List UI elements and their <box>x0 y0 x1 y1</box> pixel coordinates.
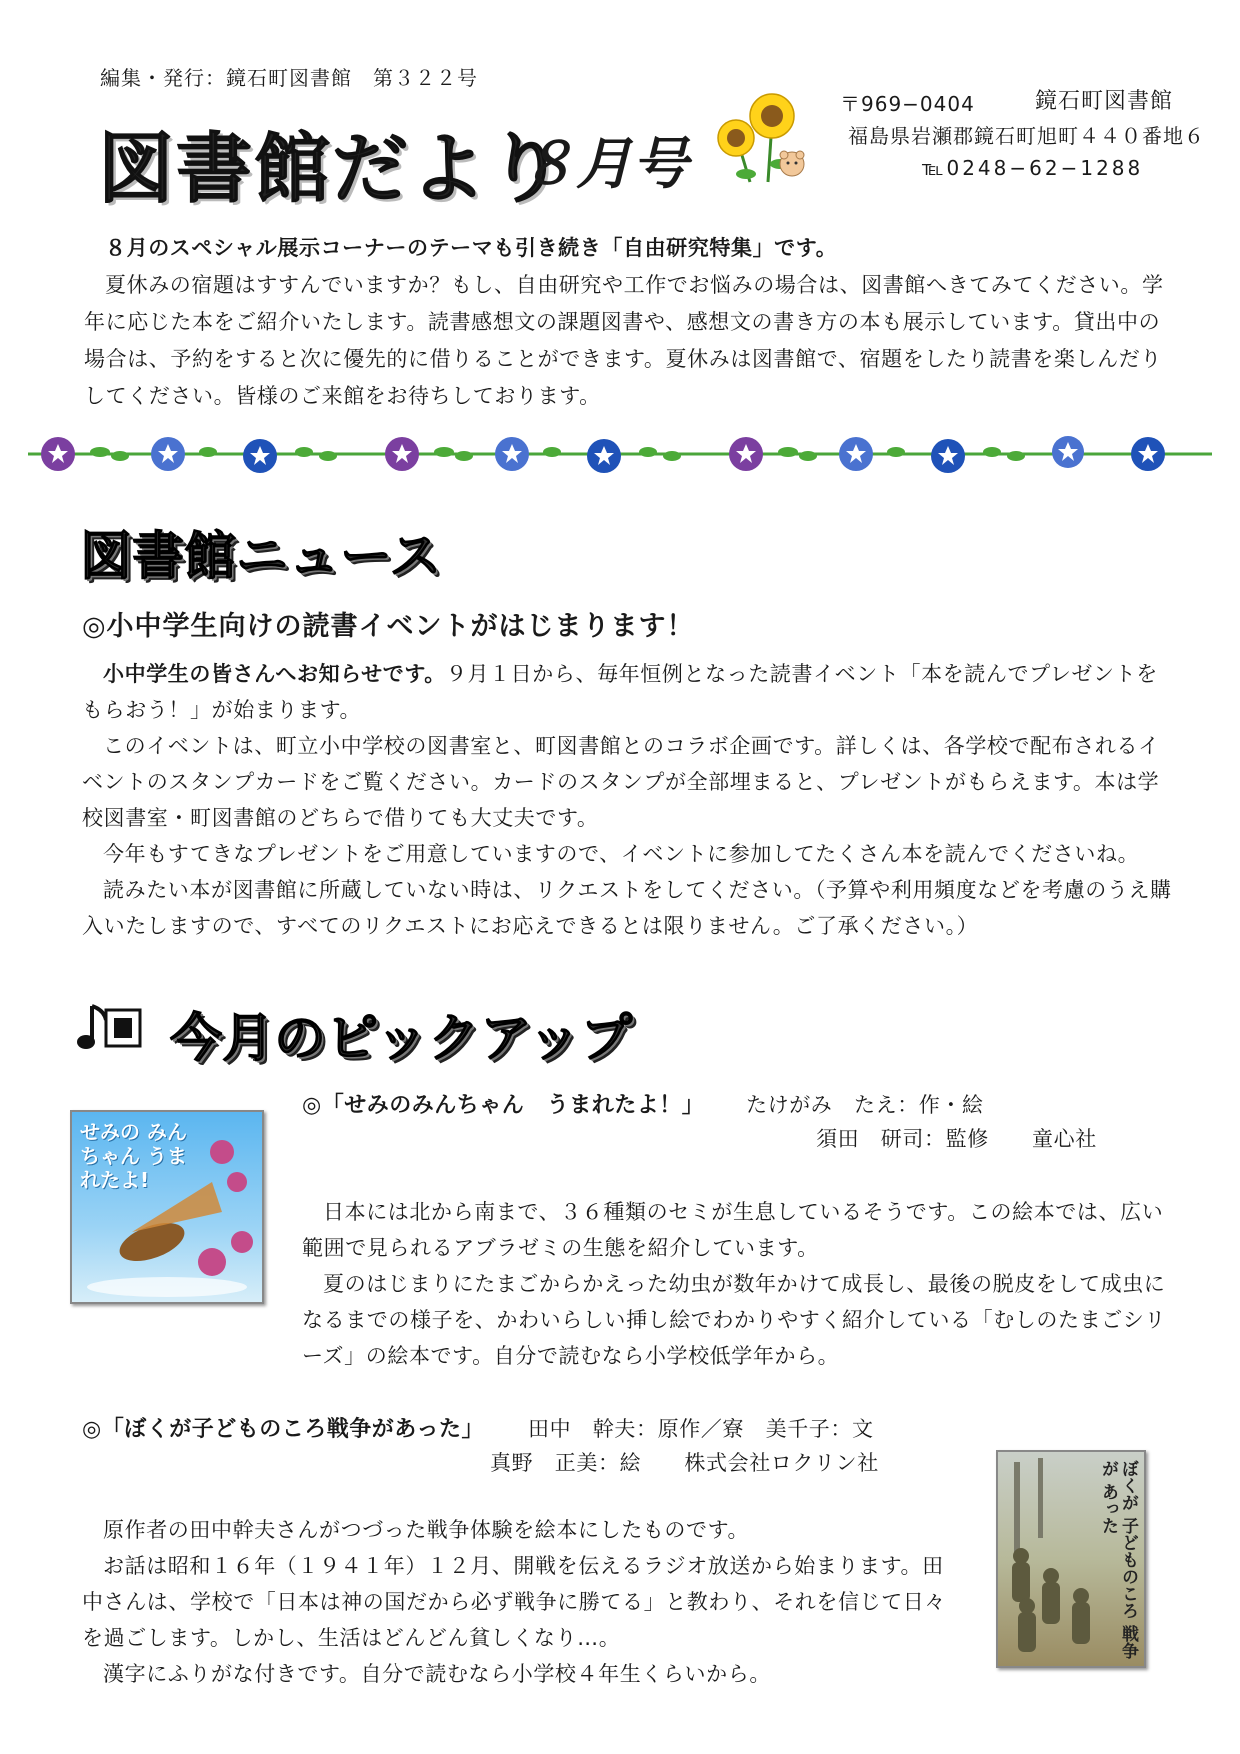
news-headline: ◎小中学生向けの読書イベントがはじまります！ <box>82 611 695 642</box>
publisher-line: 編集・発行：鏡石町図書館 第３２２号 <box>100 66 478 90</box>
library-name: 鏡石町図書館 <box>1035 89 1174 114</box>
book2-paragraph-3: 漢字にふりがな付きです。自分で読むなら小学校４年生くらいから。 <box>103 1662 771 1686</box>
news-paragraph-4: 読みたい本が図書館に所蔵していない時は、リクエストをしてください。（予算や利用頻度などを考慮のうえ購入いたしますので、すべてのリクエストにお応えできるとは限りません。ご了承ください。） <box>82 878 1172 938</box>
news-paragraph-1: ９月１日から、毎年恒例となった読書イベント「本を読んでプレゼントをもらおう！」が始まります。 <box>82 662 1158 722</box>
book1-cover-title: せみの みんちゃん うまれたよ! <box>80 1120 187 1192</box>
music-book-icon <box>76 996 146 1056</box>
pickup-section-title: 今月のピックアップ <box>170 1009 633 1069</box>
book1-paragraph-2: 夏のはじまりにたまごからかえった幼虫が数年かけて成長し、最後の脱皮をして成虫になるまでの様子を、かわいらしい挿し絵でわかりやすく紹介している「むしのたまごシリーズ」の絵本です。自分で読むなら小学校低学年から。 <box>302 1272 1166 1368</box>
book1-cover <box>70 1110 264 1304</box>
book2-credit-publisher: 真野 正美：絵 株式会社ロクリン社 <box>490 1451 879 1475</box>
newsletter-title: 図書館だより <box>98 124 566 213</box>
book2-paragraph-2: お話は昭和１６年（１９４１年）１２月、開戦を伝えるラジオ放送から始まります。田中さんは、学校で「日本は神の国だから必ず戦争に勝てる」と教わり、それを信じて日々を過ごします。しかし、生活はどんどん貧しくなり…。 <box>82 1554 946 1650</box>
book2-paragraph-1: 原作者の田中幹夫さんがつづった戦争体験を絵本にしたものです。 <box>103 1518 750 1542</box>
news-paragraph-2: このイベントは、町立小中学校の図書室と、町図書館とのコラボ企画です。詳しくは、各学校で配布されるイベントのスタンプカードをご覧ください。カードのスタンプが全部埋まると、プレゼントがもらえます。本は学校図書室・町図書館のどちらで借りても大丈夫です。 <box>82 734 1160 830</box>
book2-cover <box>996 1450 1146 1668</box>
news-lead: 小中学生の皆さんへお知らせです。 <box>103 662 446 686</box>
news-paragraph-3: 今年もすてきなプレゼントをご用意していますので、イベントに参加してたくさん本を読んでくださいね。 <box>103 842 1140 866</box>
book2-credit-author: 田中 幹夫：原作／寮 美千子：文 <box>528 1417 874 1441</box>
issue-month: ８月号 <box>520 132 688 197</box>
book1-paragraph-1: 日本には北から南まで、３６種類のセミが生息しているそうです。この絵本では、広い範囲で見られるアブラゼミの生態を紹介しています。 <box>302 1200 1164 1260</box>
intro-lead: ８月のスペシャル展示コーナーのテーマも引き続き「自由研究特集」です。 <box>105 236 838 260</box>
intro-section <box>84 230 1170 415</box>
library-address: 福島県岩瀬郡鏡石町旭町４４０番地６ <box>848 124 1205 148</box>
postal-code: 〒969−0404 <box>840 92 975 116</box>
news-section-title: 図書館ニュース <box>80 527 442 587</box>
book1-credit-author: たけがみ たえ：作・絵 <box>746 1093 984 1117</box>
book2-cover-title: ぼくが 子どものころ 戦争が あった <box>1098 1460 1138 1659</box>
news-body <box>82 656 1172 944</box>
sunflower-illustration <box>710 86 810 188</box>
library-tel: ℡0248−62−1288 <box>922 156 1144 180</box>
book1-title: ◎「せみのみんちゃん うまれたよ！」 <box>302 1093 705 1118</box>
book2-description <box>82 1512 962 1692</box>
book1-credit-publisher: 須田 研司：監修 童心社 <box>816 1127 1097 1151</box>
morning-glory-divider <box>28 430 1212 480</box>
intro-body: 夏休みの宿題はすすんでいますか？もし、自由研究や工作でお悩みの場合は、図書館へきてみてください。学年に応じた本をご紹介いたします。読書感想文の課題図書や、感想文の書き方の本も展示しています。貸出中の場合は、予約をすると次に優先的に借りることができます。夏休みは図書館で、宿題をしたり読書を楽しんだりしてください。皆様のご来館をお待ちしております。 <box>84 273 1164 408</box>
book1-description <box>302 1194 1176 1374</box>
book2-title: ◎「ぼくが子どものころ戦争があった」 <box>82 1417 484 1442</box>
